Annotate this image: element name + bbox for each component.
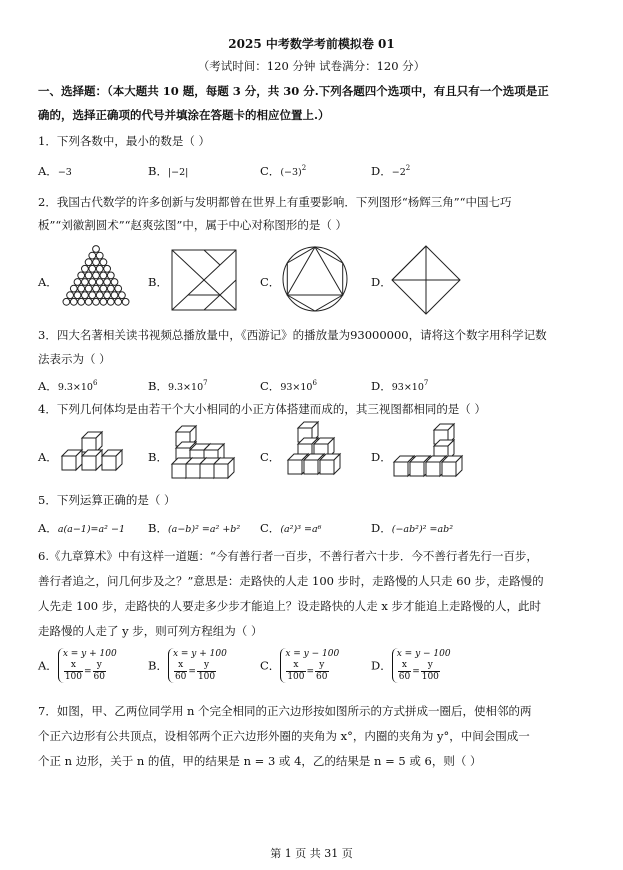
q4-label-b: B． <box>148 450 168 464</box>
yanghui-circle <box>96 279 103 286</box>
q1-option-a: A．−3 <box>38 164 72 178</box>
q6-stem-line2: 善行者追之，问几何步及之？”意思是：走路快的人走 100 步时，走路慢的人只走 60 步，走路慢的 <box>38 574 544 588</box>
q3-option-c: C．$93\times 10^6$ <box>260 379 317 393</box>
yanghui-circle <box>89 265 96 272</box>
yanghui-circle <box>82 265 89 272</box>
unit-cube <box>82 450 102 470</box>
unit-cube <box>82 432 102 452</box>
yanghui-circle <box>96 252 103 259</box>
yanghui-circle <box>89 279 96 286</box>
q2-label-a: A． <box>38 275 58 289</box>
yanghui-circle <box>63 298 70 305</box>
q2-stem-line1: 2．我国古代数学的许多创新与发明都曾在世界上有重要影响．下列图形“杨辉三角”“中国七巧 <box>38 195 512 209</box>
q1-option-b: B．|−2| <box>148 164 189 178</box>
q4-label-c: C． <box>260 450 281 464</box>
yanghui-circle <box>93 285 100 292</box>
yanghui-circle <box>74 292 81 299</box>
yanghui-circle <box>70 298 77 305</box>
yanghui-circle <box>85 272 92 279</box>
yanghui-circle <box>82 292 89 299</box>
yanghui-circle <box>93 246 100 253</box>
cube-solid-c <box>280 420 350 486</box>
yanghui-circle <box>74 279 81 286</box>
q1-option-d: D．$-2^2$ <box>371 164 411 178</box>
q7-stem-line1: 7．如图，甲、乙两位同学用 n 个完全相同的正六边形按如图所示的方式拼成一圈后，使相邻的两 <box>38 704 532 718</box>
q6-option-d: D．x = y − 100 $\frac{x}{60}$ = $\frac{y}{100}$ <box>371 649 451 682</box>
yanghui-circle <box>67 292 74 299</box>
yanghui-circle <box>96 265 103 272</box>
q5-option-d: D．(−ab²)² =ab² <box>371 521 454 535</box>
q1-stem: 1．下列各数中，最小的数是（ ） <box>38 134 210 148</box>
yanghui-circle <box>100 272 107 279</box>
cube-solid-b <box>170 420 250 486</box>
liuhui-circle-figure <box>280 244 350 314</box>
unit-cube <box>62 450 82 470</box>
q2-label-b: B． <box>148 275 168 289</box>
yanghui-circle <box>100 285 107 292</box>
section-heading-line1: 一、选择题：（本大题共 10 题，每题 3 分，共 30 分.下列各题四个选项中，有且只有一个选项是正 <box>38 84 549 98</box>
yanghui-circle <box>115 298 122 305</box>
q3-stem-line2: 法表示为（ ） <box>38 352 111 366</box>
q4-stem: 4．下列几何体均是由若干个大小相同的小正方体搭建而成的，其三视图都相同的是（ ） <box>38 402 486 416</box>
cube-solid-a <box>60 424 136 486</box>
cube-solid-d <box>392 420 468 486</box>
yanghui-circle <box>93 272 100 279</box>
yanghui-circle <box>85 285 92 292</box>
yanghui-circle <box>104 279 111 286</box>
q7-stem-line2: 个正六边形有公共顶点，设相邻两个正六边形外圈的夹角为 x°，内圈的夹角为 y°，中间会围成一 <box>38 729 530 743</box>
unit-cube <box>442 456 462 476</box>
yanghui-circle <box>93 298 100 305</box>
section-heading-line2: 确的，选择正确项的代号并填涂在答题卡的相应位置上.） <box>38 108 330 122</box>
yanghui-circle <box>89 252 96 259</box>
yanghui-circle <box>107 285 114 292</box>
yanghui-circle <box>104 265 111 272</box>
q5-option-b: B．(a−b)² =a² +b² <box>148 521 241 535</box>
q6-option-a: A．x = y + 100 $\frac{x}{100}$ = $\frac{y}{60}$ <box>38 649 117 682</box>
unit-cube <box>102 450 122 470</box>
q4-label-a: A． <box>38 450 58 464</box>
q3-option-d: D．$93\times 10^7$ <box>371 379 429 393</box>
q1-option-c: C．$(-3)^2$ <box>260 164 307 178</box>
q7-stem-line3: 个正 n 边形，关于 n 的值，甲的结果是 n = 3 或 4，乙的结果是 n = 5 或 6，则（ ） <box>38 754 482 768</box>
q2-label-d: D． <box>371 275 392 289</box>
yanghui-circle <box>104 292 111 299</box>
yanghui-circle <box>85 298 92 305</box>
q5-option-a: A．a(a−1)=a² −1 <box>38 521 126 535</box>
yanghui-circle <box>70 285 77 292</box>
yanghui-circle <box>78 298 85 305</box>
yanghui-circle <box>100 298 107 305</box>
unit-cube <box>214 458 234 478</box>
yanghui-circle <box>115 285 122 292</box>
q6-option-b: B．x = y + 100 $\frac{x}{60}$ = $\frac{y}{100}$ <box>148 649 227 682</box>
yanghui-circle <box>78 272 85 279</box>
yanghui-circle <box>122 298 129 305</box>
yanghui-circle <box>100 259 107 266</box>
q3-stem-line1: 3．四大名著相关读书视频总播放量中，《西游记》的播放量为93000000，请将这个数字用科学记数 <box>38 328 547 342</box>
yanghui-circle <box>111 279 118 286</box>
zhaoshuang-chord-figure <box>390 244 462 316</box>
unit-cube <box>320 454 340 474</box>
q6-stem-line4: 走路慢的人走了 y 步，则可列方程组为（ ） <box>38 624 263 638</box>
exam-info: （考试时间：120 分钟 试卷满分：120 分） <box>197 59 426 73</box>
q6-option-c: C．x = y − 100 $\frac{x}{100}$ = $\frac{y}{60}$ <box>260 649 340 682</box>
q2-stem-line2: 板”“刘徽割圆术”“赵爽弦图”中，属于中心对称图形的是（ ） <box>38 218 348 232</box>
yanghui-circle <box>107 272 114 279</box>
q5-stem: 5．下列运算正确的是（ ） <box>38 493 176 507</box>
q3-option-b: B．$9.3\times 10^7$ <box>148 379 208 393</box>
yanghui-circle <box>78 285 85 292</box>
q5-option-c: C．(a²)³ =a⁶ <box>260 521 322 535</box>
yanghui-triangle-figure <box>60 244 132 308</box>
yanghui-circle <box>119 292 126 299</box>
q6-stem-line3: 人先走 100 步，走路快的人要走多少步才能追上？设走路快的人走 x 步才能追上走路慢的人，此时 <box>38 599 542 613</box>
yanghui-circle <box>96 292 103 299</box>
q4-label-d: D． <box>371 450 392 464</box>
q2-label-c: C． <box>260 275 281 289</box>
page-title: 2025 中考数学考前模拟卷 01 <box>228 37 395 51</box>
yanghui-circle <box>89 292 96 299</box>
yanghui-circle <box>85 259 92 266</box>
q3-option-a: A．$9.3\times 10^6$ <box>38 379 98 393</box>
yanghui-circle <box>107 298 114 305</box>
q6-stem-line1: 6.《九章算术》中有这样一道题：“今有善行者一百步，不善行者六十步．今不善行者先行一百步， <box>38 549 538 563</box>
yanghui-circle <box>82 279 89 286</box>
page-footer: 第 1 页 共 31 页 <box>270 847 353 860</box>
yanghui-circle <box>111 292 118 299</box>
tangram-figure <box>170 248 240 312</box>
yanghui-circle <box>93 259 100 266</box>
